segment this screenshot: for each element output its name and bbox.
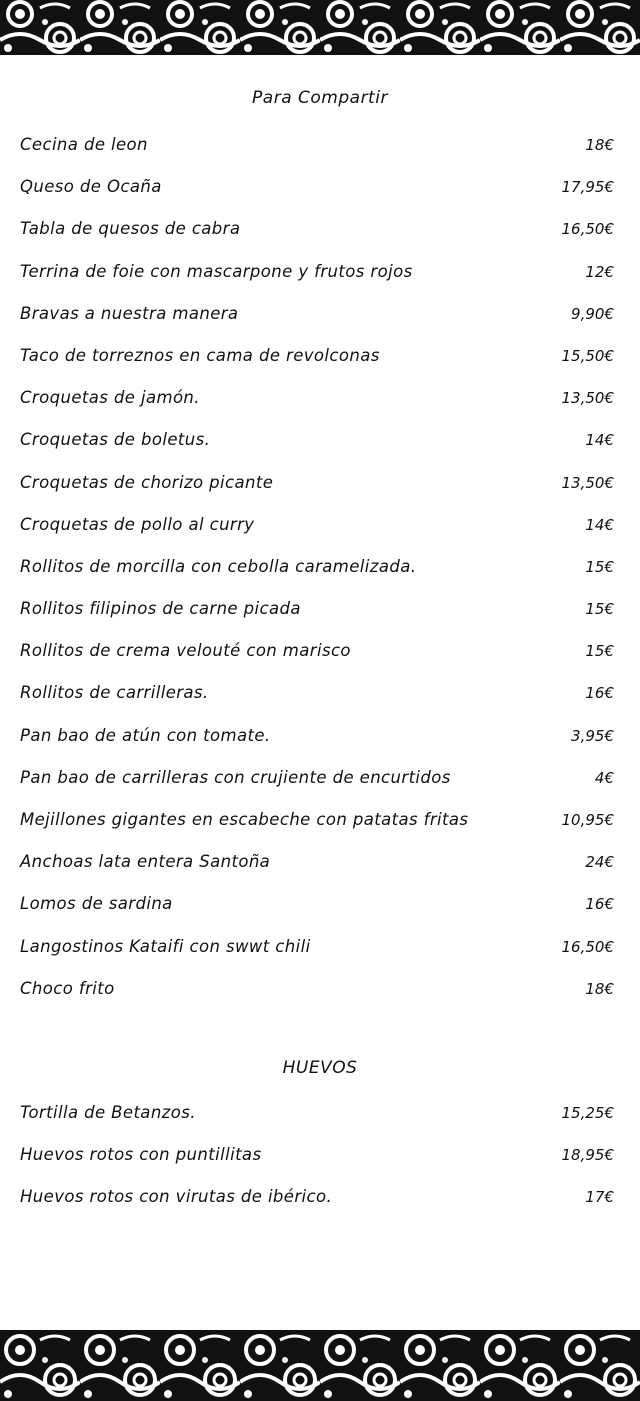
item-price: 14€ [585,431,614,450]
top-lace-border [0,0,640,55]
list-item [0,468,640,510]
item-name: Terrina de foie con mascarpone y frutos rojos [20,261,413,281]
list-item [0,130,640,172]
lace-pattern-icon [0,0,640,55]
item-price: 24€ [585,853,614,872]
item-price: 12€ [585,262,614,281]
item-price: 15€ [585,557,614,576]
item-price: 16€ [585,684,614,703]
item-price: 16,50€ [561,220,614,239]
list-item [0,974,640,1016]
item-name: Anchoas lata entera Santoña [20,852,271,872]
section-title-para-compartir: Para Compartir [252,88,388,108]
list-item [0,299,640,341]
item-name: Cecina de leon [20,135,148,154]
item-price: 17,95€ [561,178,614,197]
list-item [0,847,640,889]
item-price: 14€ [585,515,614,534]
item-price: 17€ [585,1188,614,1207]
item-name: Bravas a nuestra manera [20,303,239,323]
menu-list-para-compartir [0,130,640,1016]
item-name: Rollitos de carrilleras. [20,683,209,703]
item-name: Taco de torreznos en cama de revolconas [20,345,380,365]
item-name: Croquetas de boletus. [20,430,211,450]
item-name: Pan bao de atún con tomate. [20,725,271,745]
list-item [0,594,640,636]
item-price: 10,95€ [561,811,614,829]
item-price: 13,50€ [561,473,614,492]
item-name: Lomos de sardina [20,894,173,914]
item-name: Rollitos de crema velouté con marisco [20,641,351,661]
item-name: Huevos rotos con virutas de ibérico. [20,1187,333,1207]
item-price: 15,25€ [561,1104,614,1122]
item-price: 18€ [585,136,614,154]
list-item [0,678,640,720]
list-item [0,763,640,805]
item-name: Queso de Ocaña [20,177,162,197]
lace-pattern-icon [0,1330,640,1401]
list-item [0,932,640,974]
item-price: 15€ [585,642,614,661]
item-price: 16,50€ [561,937,614,956]
item-name: Rollitos de morcilla con cebolla caramelizada. [20,556,417,576]
item-price: 18€ [585,979,614,998]
list-item [0,172,640,214]
list-item [0,257,640,299]
item-price: 4€ [594,768,614,787]
item-name: Langostinos Kataifi con swwt chili [20,936,311,956]
list-item [0,1182,640,1224]
item-name: Huevos rotos con puntillitas [20,1145,262,1165]
list-item [0,1098,640,1140]
list-item [0,552,640,594]
list-item [0,636,640,678]
list-item [0,1140,640,1182]
list-item [0,510,640,552]
list-item [0,889,640,931]
item-price: 15€ [585,600,614,619]
item-name: Pan bao de carrilleras con crujiente de encurtidos [20,767,451,787]
list-item [0,214,640,256]
list-item [0,721,640,763]
item-price: 13,50€ [561,389,614,408]
item-price: 18,95€ [561,1146,614,1165]
item-price: 9,90€ [571,304,614,323]
item-name: Choco frito [20,978,115,998]
item-name: Mejillones gigantes en escabeche con patatas fritas [20,810,469,829]
item-name: Tortilla de Betanzos. [20,1103,196,1122]
list-item [0,383,640,425]
item-name: Croquetas de chorizo picante [20,472,274,492]
item-price: 15,50€ [561,346,614,365]
bottom-lace-border [0,1330,640,1401]
list-item [0,341,640,383]
list-item [0,425,640,467]
item-name: Croquetas de jamón. [20,388,200,408]
menu-list-huevos [0,1098,640,1225]
item-price: 3,95€ [571,726,614,745]
item-price: 16€ [585,895,614,914]
section-title-huevos: HUEVOS [282,1058,358,1078]
item-name: Croquetas de pollo al curry [20,514,255,534]
list-item [0,805,640,847]
item-name: Tabla de quesos de cabra [20,219,241,239]
item-name: Rollitos filipinos de carne picada [20,599,301,619]
